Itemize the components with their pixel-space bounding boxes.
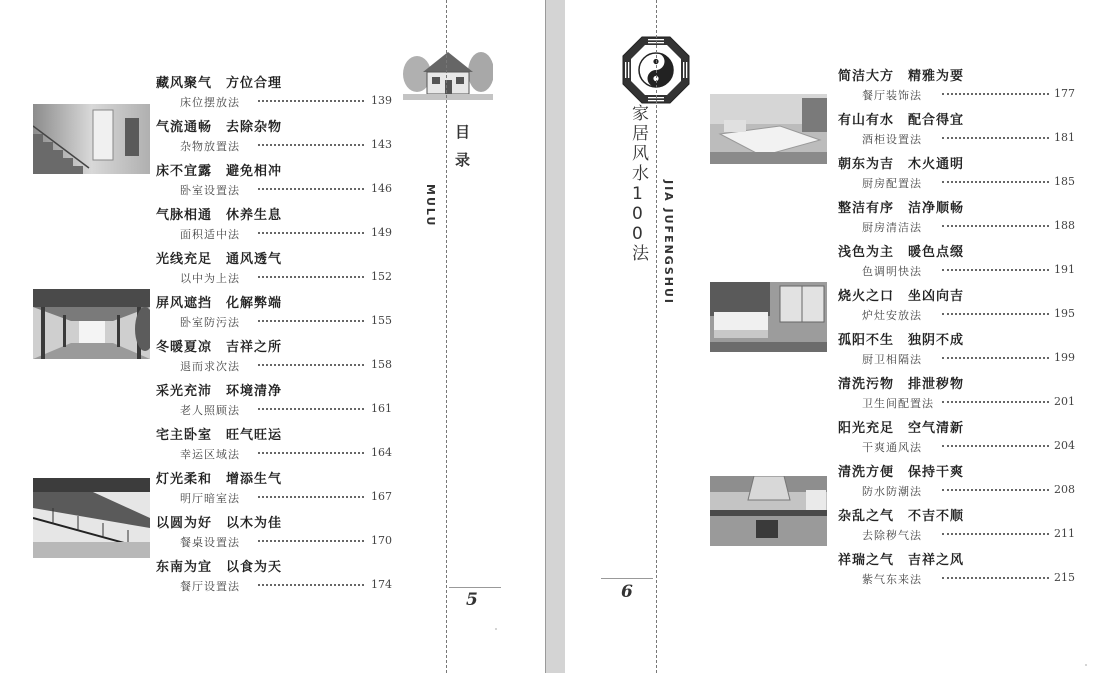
toc-entry[interactable] <box>838 197 1078 241</box>
entry-page-number: 208 <box>1054 483 1075 496</box>
entry-title: 浅色为主 暖色点缀 <box>838 245 965 260</box>
entry-page-number: 143 <box>371 138 392 151</box>
entry-page-number: 158 <box>371 358 392 371</box>
entry-method: 炉灶安放法 <box>862 309 922 322</box>
toc-entry[interactable] <box>156 512 396 556</box>
entry-method: 厨房配置法 <box>862 177 922 190</box>
entry-title: 孤阳不生 独阴不成 <box>838 333 965 348</box>
entry-page-number: 201 <box>1054 395 1075 408</box>
leader-dots <box>258 188 364 190</box>
leader-dots <box>942 533 1049 535</box>
toc-entry[interactable] <box>838 109 1078 153</box>
leader-dots <box>942 577 1049 579</box>
entry-page-number: 188 <box>1054 219 1075 232</box>
toc-entry[interactable] <box>838 65 1078 109</box>
stair-railing-photo <box>33 478 150 558</box>
entry-method: 退而求次法 <box>180 360 240 373</box>
leader-dots <box>258 452 364 454</box>
house-illustration <box>403 44 493 100</box>
entry-title: 朝东为吉 木火通明 <box>838 157 965 172</box>
entry-page-number: 195 <box>1054 307 1075 320</box>
entry-page-number: 167 <box>371 490 392 503</box>
toc-entry[interactable] <box>156 116 396 160</box>
leader-dots <box>942 401 1049 403</box>
entry-title: 藏风聚气 方位合理 <box>156 76 283 91</box>
toc-heading: 目录 <box>455 123 471 169</box>
entry-method: 去除秽气法 <box>862 529 922 542</box>
corridor-photo <box>33 289 150 359</box>
toc-pinyin: MULU <box>424 184 437 228</box>
entry-page-number: 146 <box>371 182 392 195</box>
leader-dots <box>258 320 364 322</box>
entry-method: 防水防潮法 <box>862 485 922 498</box>
toc-entry[interactable] <box>156 204 396 248</box>
staircase-photo <box>33 104 150 174</box>
entry-method: 杂物放置法 <box>180 140 240 153</box>
toc-entry[interactable] <box>156 336 396 380</box>
entry-method: 老人照顾法 <box>180 404 240 417</box>
leader-dots <box>258 364 364 366</box>
entry-title: 简洁大方 精雅为要 <box>838 69 965 84</box>
entry-title: 东南为宜 以食为天 <box>156 560 283 575</box>
leader-dots <box>258 408 364 410</box>
entry-title: 灯光柔和 增添生气 <box>156 472 283 487</box>
toc-entry[interactable] <box>156 380 396 424</box>
entry-method: 酒柜设置法 <box>862 133 922 146</box>
toc-entry[interactable] <box>156 292 396 336</box>
toc-entry[interactable] <box>156 160 396 204</box>
entry-method: 紫气东来法 <box>862 573 922 586</box>
leader-dots <box>258 144 364 146</box>
book-pinyin: JIA JUFENGSHUI <box>662 180 675 305</box>
entry-method: 幸运区域法 <box>180 448 240 461</box>
entry-page-number: 149 <box>371 226 392 239</box>
leader-dots <box>942 269 1049 271</box>
entry-method: 餐厅设置法 <box>180 580 240 593</box>
entry-title: 整洁有序 洁净顺畅 <box>838 201 965 216</box>
leader-dots <box>258 100 364 102</box>
entry-title: 阳光充足 空气清新 <box>838 421 965 436</box>
entry-page-number: 181 <box>1054 131 1075 144</box>
entry-page-number: 139 <box>371 94 392 107</box>
entry-method: 卫生间配置法 <box>862 397 934 410</box>
bedroom-photo <box>710 94 827 164</box>
toc-entry[interactable] <box>838 461 1078 505</box>
entry-method: 厨卫相隔法 <box>862 353 922 366</box>
entry-title: 床不宜露 避免相冲 <box>156 164 283 179</box>
entry-title: 以圆为好 以木为佳 <box>156 516 283 531</box>
entry-method: 餐桌设置法 <box>180 536 240 549</box>
toc-entry[interactable] <box>838 549 1078 593</box>
toc-entry[interactable] <box>156 556 396 600</box>
leader-dots <box>258 540 364 542</box>
entry-title: 清洗方便 保持干爽 <box>838 465 965 480</box>
leader-dots <box>942 357 1049 359</box>
entry-method: 卧室防污法 <box>180 316 240 329</box>
entry-page-number: 152 <box>371 270 392 283</box>
leader-dots <box>942 313 1049 315</box>
entry-title: 清洗污物 排泄秽物 <box>838 377 965 392</box>
page-number: 5 <box>466 590 478 610</box>
entry-title: 冬暖夏凉 吉祥之所 <box>156 340 283 355</box>
entry-page-number: 215 <box>1054 571 1075 584</box>
entry-method: 干爽通风法 <box>862 441 922 454</box>
entry-page-number: 185 <box>1054 175 1075 188</box>
entry-title: 光线充足 通风透气 <box>156 252 283 267</box>
toc-entry[interactable] <box>838 285 1078 329</box>
toc-entry[interactable] <box>156 248 396 292</box>
entry-title: 杂乱之气 不吉不顺 <box>838 509 965 524</box>
entry-method: 面积适中法 <box>180 228 240 241</box>
leader-dots <box>258 584 364 586</box>
kitchen-photo <box>710 476 827 546</box>
toc-entry[interactable] <box>156 468 396 512</box>
entry-method: 餐厅装饰法 <box>862 89 922 102</box>
entry-page-number: 164 <box>371 446 392 459</box>
leader-dots <box>942 93 1049 95</box>
leader-dots <box>942 181 1049 183</box>
toc-entry[interactable] <box>838 153 1078 197</box>
entry-method: 床位摆放法 <box>180 96 240 109</box>
leader-dots <box>942 489 1049 491</box>
entry-method: 明厅暗室法 <box>180 492 240 505</box>
entry-title: 烧火之口 坐凶向吉 <box>838 289 965 304</box>
entry-title: 气脉相通 休养生息 <box>156 208 283 223</box>
toc-entry[interactable] <box>838 329 1078 373</box>
entry-method: 色调明快法 <box>862 265 922 278</box>
footer-rule <box>449 587 501 588</box>
page-number: 6 <box>621 582 633 602</box>
entry-page-number: 211 <box>1054 527 1075 540</box>
toc-entry[interactable] <box>156 424 396 468</box>
entry-page-number: 177 <box>1054 87 1075 100</box>
entry-page-number: 199 <box>1054 351 1075 364</box>
leader-dots <box>942 445 1049 447</box>
entry-title: 采光充沛 环境清净 <box>156 384 283 399</box>
leader-dots <box>258 276 364 278</box>
entry-method: 厨房清洁法 <box>862 221 922 234</box>
leader-dots <box>942 137 1049 139</box>
entry-title: 气流通畅 去除杂物 <box>156 120 283 135</box>
toc-entry[interactable] <box>838 417 1078 461</box>
speck <box>495 628 497 630</box>
entry-page-number: 174 <box>371 578 392 591</box>
entry-title: 有山有水 配合得宜 <box>838 113 965 128</box>
toc-entry[interactable] <box>156 72 396 116</box>
gutter-dash-line-right <box>656 0 657 673</box>
gutter-edge-left <box>545 0 546 673</box>
leader-dots <box>258 232 364 234</box>
book-title: 家居风水100法 <box>632 104 649 264</box>
entry-method: 以中为上法 <box>180 272 240 285</box>
entry-page-number: 204 <box>1054 439 1075 452</box>
leader-dots <box>258 496 364 498</box>
entry-title: 祥瑞之气 吉祥之风 <box>838 553 965 568</box>
toc-entry[interactable] <box>838 241 1078 285</box>
entry-title: 屏风遮挡 化解弊端 <box>156 296 283 311</box>
left-page <box>0 0 546 673</box>
footer-rule <box>601 578 653 579</box>
toc-entry[interactable] <box>838 505 1078 549</box>
entry-page-number: 191 <box>1054 263 1075 276</box>
entry-page-number: 170 <box>371 534 392 547</box>
entry-page-number: 155 <box>371 314 392 327</box>
toc-entry[interactable] <box>838 373 1078 417</box>
entry-method: 卧室设置法 <box>180 184 240 197</box>
entry-title: 宅主卧室 旺气旺运 <box>156 428 283 443</box>
gutter-dash-line-left <box>446 0 447 673</box>
leader-dots <box>942 225 1049 227</box>
right-page <box>565 0 1107 673</box>
speck <box>1085 664 1087 666</box>
hotel-room-photo <box>710 282 827 352</box>
entry-page-number: 161 <box>371 402 392 415</box>
